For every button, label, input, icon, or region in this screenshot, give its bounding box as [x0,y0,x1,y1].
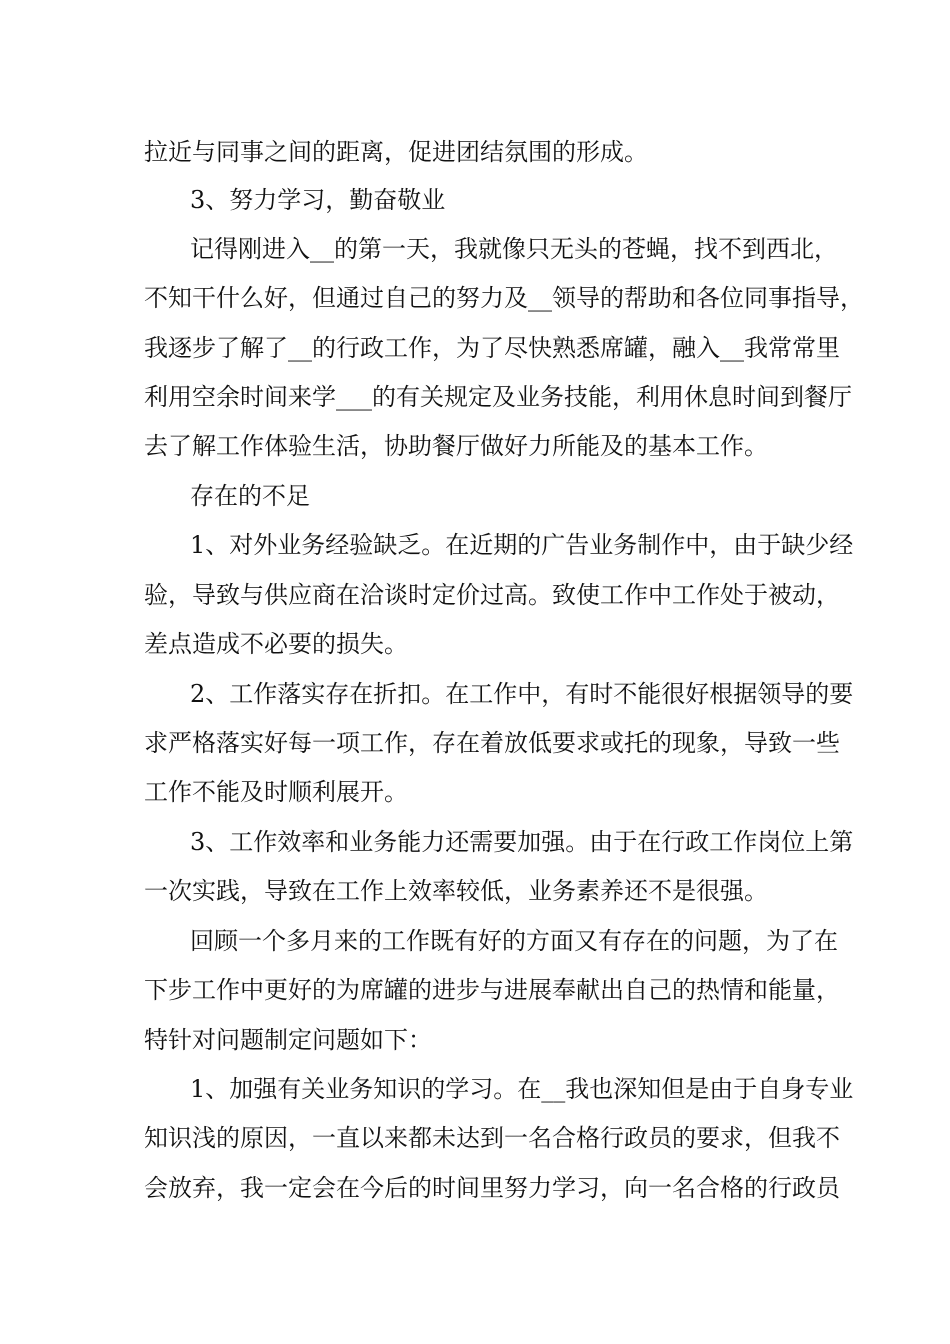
text-line: 回顾一个多月来的工作既有好的方面又有存在的问题，为了在 [190,927,838,955]
text-line: 下步工作中更好的为席罐的进步与进展奉献出自己的热情和能量， [144,976,840,1004]
section-heading: 存在的不足 [190,482,310,510]
text-line: 去了解工作体验生活，协助餐厅做好力所能及的基本工作。 [144,432,768,460]
text-line: 我逐步了解了__的行政工作，为了尽快熟悉席罐，融入__我常常里 [144,334,840,362]
text-line: 不知干什么好，但通过自己的努力及__领导的帮助和各位同事指导， [144,284,864,312]
text-line: 一次实践，导致在工作上效率较低，业务素养还不是很强。 [144,877,768,905]
text-line: 会放弃，我一定会在今后的时间里努力学习，向一名合格的行政员 [144,1174,840,1202]
text-line: 差点造成不必要的损失。 [144,630,408,658]
text-line: 特针对问题制定问题如下： [144,1026,432,1054]
text-line: 工作不能及时顺利展开。 [144,778,408,806]
section-heading: 3、努力学习，勤奋敬业 [190,186,446,214]
text-line: 利用空余时间来学___的有关规定及业务技能，利用休息时间到餐厅 [144,383,852,411]
text-line: 1、加强有关业务知识的学习。在__我也深知但是由于自身专业 [190,1075,854,1103]
text-line: 记得刚进入__的第一天，我就像只无头的苍蝇，找不到西北， [190,235,838,263]
text-line: 3、工作效率和业务能力还需要加强。由于在行政工作岗位上第 [190,828,854,856]
text-line: 拉近与同事之间的距离，促进团结氛围的形成。 [144,138,648,166]
text-line: 求严格落实好每一项工作，存在着放低要求或托的现象，导致一些 [144,729,840,757]
text-line: 知识浅的原因，一直以来都未达到一名合格行政员的要求，但我不 [144,1124,840,1152]
text-line: 验，导致与供应商在洽谈时定价过高。致使工作中工作处于被动， [144,581,840,609]
text-line: 1、对外业务经验缺乏。在近期的广告业务制作中，由于缺少经 [190,531,854,559]
text-line: 2、工作落实存在折扣。在工作中，有时不能很好根据领导的要 [190,680,854,708]
